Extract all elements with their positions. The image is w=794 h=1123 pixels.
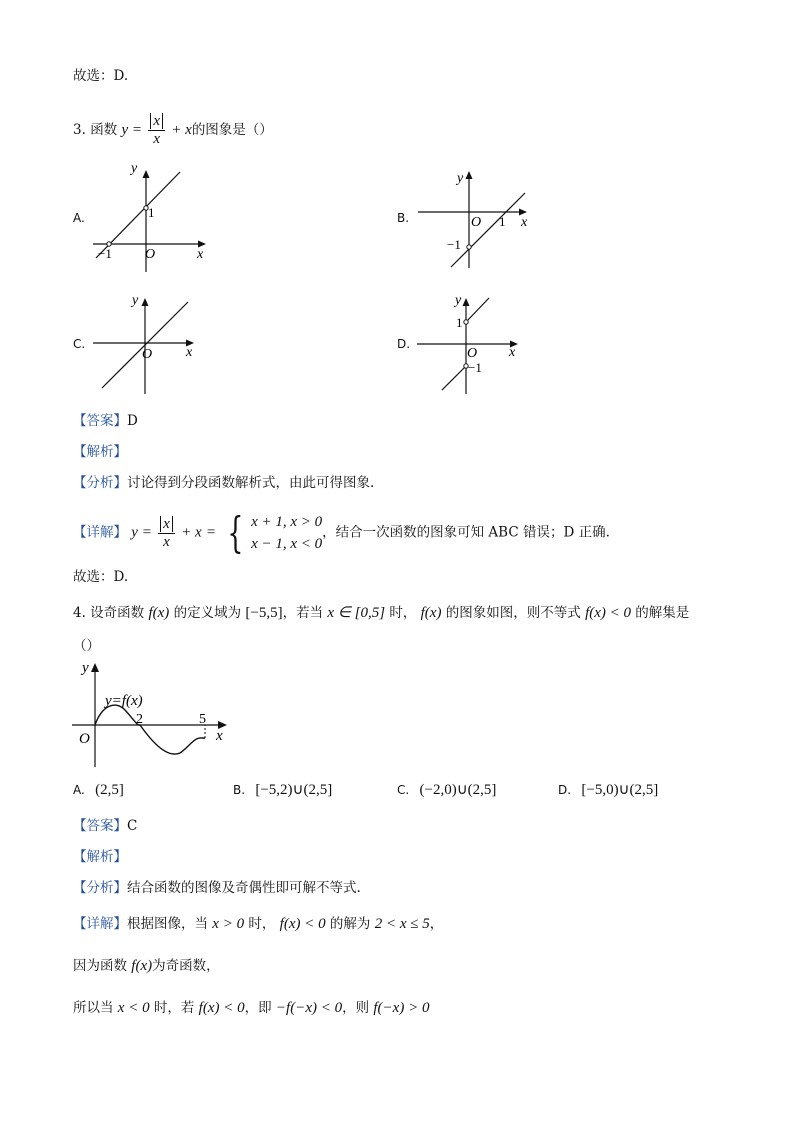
x-label: x [521, 215, 528, 230]
q3-prefix: 函数 [90, 122, 118, 138]
q4-analysis-tag: 【解析】 [73, 849, 127, 865]
y-label: y [82, 660, 89, 676]
q4-option-c[interactable]: C. (−2,0)∪(2,5] [397, 782, 497, 798]
line-negative-branch [442, 366, 466, 390]
q4-function-graph [70, 655, 235, 770]
q3-number: 3. [73, 122, 86, 138]
q3-option-b-graph [413, 165, 538, 270]
answer-value: C [127, 818, 138, 834]
q4-stem-line2: （） [73, 638, 100, 654]
xiangjie-after: ，结合一次函数的图象可知 ABC 错误；D 正确. [322, 524, 610, 541]
fenxi-text: 结合函数的图像及奇偶性即可解不等式. [127, 880, 361, 896]
y-label: y [455, 293, 462, 308]
q4-xiangjie-line1: 【详解】根据图像，当 x > 0 时， f(x) < 0 的解为 2 < x ≤ 5， [73, 916, 444, 932]
tick-minus-one-label: −1 [98, 246, 112, 261]
q4-stem-line1: 4. 设奇函数 f(x) 的定义域为 [−5,5]，若当 x ∈ [0,5] 时， f(x) 的图象如图，则不等式 f(x) < 0 的解集是 [73, 605, 690, 621]
q3-formula-num: x [150, 113, 163, 129]
q3-answer [73, 412, 138, 430]
open-point-one [464, 320, 468, 324]
q3-suffix: 的图象是（） [191, 122, 273, 138]
y-axis-arrow [463, 298, 470, 306]
q4-answer [73, 817, 137, 835]
q3-formula-plus: + x [171, 122, 192, 138]
tick-minus-one-label: −1 [447, 237, 461, 252]
x-label: x [197, 247, 204, 262]
q3-option-d-graph [412, 290, 527, 395]
y-axis-arrow [142, 298, 149, 306]
tick-one-label: 1 [148, 205, 155, 220]
xiangjie-plus: + x [181, 524, 202, 541]
q3-formula-lhs: y = [121, 122, 143, 138]
xiangjie-tag: 【详解】 [73, 524, 127, 541]
q3-option-b-label[interactable]: B. [397, 211, 410, 225]
answer-tag: 【答案】 [73, 413, 127, 429]
function-line [451, 193, 525, 267]
previous-answer-choice: 故选：D. [73, 68, 129, 84]
y-axis-arrow [143, 170, 150, 178]
x-label: x [216, 728, 223, 744]
q4-option-d[interactable]: D. [−5,0)∪(2,5] [558, 782, 659, 798]
case-negative: x − 1, x < 0 [251, 536, 323, 552]
q4-option-a[interactable]: A. (2,5] [73, 782, 124, 798]
q3-option-c-label[interactable]: C. [73, 337, 86, 351]
q4-fx: f(x) [148, 605, 170, 621]
q3-option-a-graph [88, 160, 218, 275]
q3-fenxi [73, 474, 374, 492]
tick-one-label: 1 [456, 315, 463, 330]
open-point-minus-one [467, 245, 471, 249]
q3-option-a-label[interactable]: A. [73, 211, 85, 225]
answer-tag: 【答案】 [73, 818, 127, 834]
q3-xiangjie: 【详解】 y = $\frac{x}{x}$ + x = { x + 1, x > 0 x − 1, x < 0 ，结合一次函数的图象可知 ABC 错误；D 正确. [73, 508, 610, 557]
answer-value: D [127, 413, 138, 429]
q4-option-b[interactable]: B. [−5,2)∪(2,5] [233, 782, 333, 798]
q4-inequality: f(x) < 0 [585, 605, 631, 621]
q3-analysis-tag: 【解析】 [73, 444, 127, 460]
y-axis-arrow [91, 663, 99, 672]
q4-condition: x ∈ [0,5] [327, 605, 386, 621]
y-label: y [132, 293, 139, 308]
y-label: y [131, 161, 138, 176]
fenxi-tag: 【分析】 [73, 880, 127, 896]
q3-formula-den: x [153, 131, 160, 147]
curve-label: y=f(x) [105, 693, 143, 709]
origin-label: O [467, 346, 478, 361]
case-positive: x + 1, x > 0 [251, 514, 323, 530]
fenxi-text: 讨论得到分段函数解析式，由此可得图象. [127, 475, 375, 491]
tick-minus-one-label: −1 [468, 360, 482, 375]
xiangjie-lhs: y = [131, 524, 152, 541]
line-positive-branch [466, 298, 489, 322]
origin-label: O [471, 215, 482, 230]
function-curve [95, 705, 205, 754]
q3-option-c-graph [90, 290, 205, 395]
origin-label: O [145, 247, 156, 262]
q3-choose: 故选：D. [73, 569, 129, 585]
x-label: x [186, 345, 193, 360]
q3-option-d-label[interactable]: D. [397, 337, 411, 351]
tick-one-label: 1 [499, 214, 506, 229]
origin-label: O [142, 347, 153, 362]
xiangjie-fraction: $\frac{x}{x}$ [158, 516, 175, 551]
piecewise: { x + 1, x > 0 x − 1, x < 0 [227, 508, 323, 557]
q3-formula-fraction [148, 113, 165, 148]
q4-xiangjie-line2: 因为函数 f(x)为奇函数， [73, 958, 220, 974]
tick-five-label: 5 [199, 712, 206, 727]
y-label: y [457, 171, 464, 186]
q4-fenxi [73, 879, 361, 897]
x-label: x [509, 345, 516, 360]
fenxi-tag: 【分析】 [73, 475, 127, 491]
q3-stem [73, 113, 273, 148]
y-axis-arrow [466, 171, 473, 179]
xiangjie-tag: 【详解】 [73, 916, 127, 932]
q4-xiangjie-line3: 所以当 x < 0 时，若 f(x) < 0，即 −f(−x) < 0，则 f(−x) > 0 [73, 1000, 430, 1016]
tick-two-label: 2 [136, 712, 143, 727]
q4-domain: [−5,5] [245, 605, 283, 621]
origin-label: O [79, 731, 90, 747]
